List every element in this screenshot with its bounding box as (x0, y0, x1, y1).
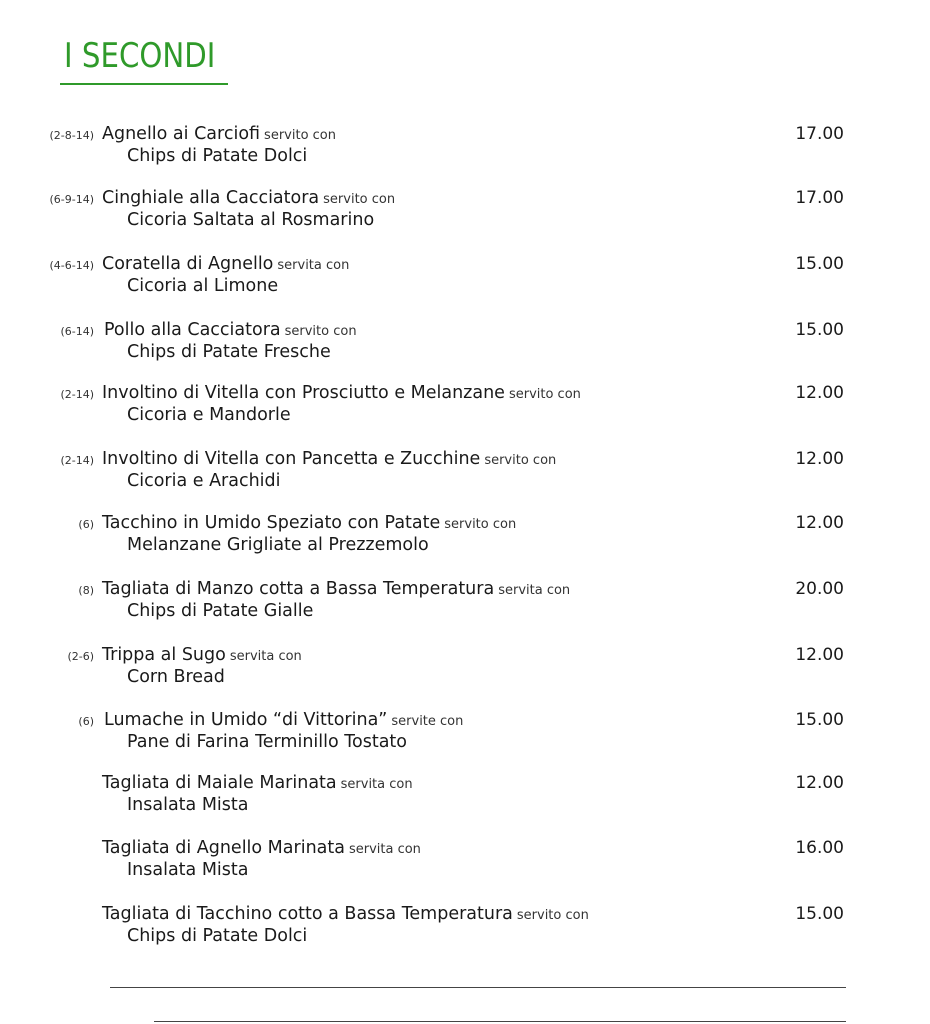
dish-name: Involtino di Vitella con Pancetta e Zucchine (102, 449, 481, 469)
dish-line (102, 773, 413, 793)
dish-line (102, 513, 516, 533)
menu-item (0, 188, 930, 238)
allergen-codes: (6) (78, 518, 94, 531)
served-with: servita con (277, 258, 350, 273)
dish-name: Tagliata di Agnello Marinata (102, 838, 345, 858)
dish-name: Tagliata di Manzo cotta a Bassa Temperatura (102, 579, 495, 599)
allergen-codes: (8) (78, 584, 94, 597)
side-dish: Chips di Patate Dolci (127, 926, 308, 946)
menu-item (0, 449, 930, 499)
menu-item (0, 773, 930, 823)
side-dish: Pane di Farina Terminillo Tostato (127, 732, 407, 752)
dish-line (102, 579, 570, 599)
dish-price: 15.00 (795, 710, 844, 730)
section-title: I SECONDI (64, 36, 216, 76)
side-dish: Chips di Patate Dolci (127, 146, 308, 166)
menu-item (0, 383, 930, 433)
dish-price: 15.00 (795, 254, 844, 274)
menu-item (0, 579, 930, 629)
side-dish: Insalata Mista (127, 795, 249, 815)
dish-name: Pollo alla Cacciatora (104, 320, 281, 340)
served-with: servita con (498, 583, 571, 598)
menu-item (0, 645, 930, 695)
dish-price: 20.00 (795, 579, 844, 599)
served-with: servito con (323, 192, 396, 207)
served-with: servito con (516, 908, 589, 923)
dish-line (104, 320, 357, 340)
title-underline (60, 83, 228, 85)
dish-name: Tagliata di Tacchino cotto a Bassa Temperatura (102, 904, 513, 924)
dish-price: 12.00 (795, 645, 844, 665)
dish-name: Coratella di Agnello (102, 254, 274, 274)
dish-line (104, 710, 463, 730)
dish-name: Cinghiale alla Cacciatora (102, 188, 320, 208)
served-with: servito con (264, 128, 336, 143)
menu-item (0, 254, 930, 304)
side-dish: Cicoria e Arachidi (127, 471, 281, 491)
dish-price: 17.00 (795, 188, 844, 208)
menu-item (0, 124, 930, 174)
side-dish: Corn Bread (127, 667, 225, 687)
dish-name: Trippa al Sugo (102, 645, 226, 665)
dish-price: 12.00 (795, 773, 844, 793)
dish-line (102, 383, 581, 403)
served-with: servita con (348, 842, 421, 857)
dish-line (102, 188, 395, 208)
dish-line (102, 838, 421, 858)
side-dish: Chips di Patate Fresche (127, 342, 331, 362)
dish-name: Agnello ai Carciofi (102, 124, 261, 144)
dish-price: 17.00 (795, 124, 844, 144)
allergen-codes: (2-8-14) (49, 129, 94, 142)
menu-item (0, 710, 930, 760)
menu-item (0, 838, 930, 888)
allergen-codes: (4-6-14) (49, 259, 94, 272)
served-with: servite con (391, 714, 464, 729)
dish-line (102, 645, 302, 665)
divider-line (110, 987, 846, 988)
divider-line (154, 1021, 846, 1022)
menu-item (0, 513, 930, 563)
allergen-codes: (2-14) (60, 388, 94, 401)
dish-price: 15.00 (795, 904, 844, 924)
served-with: servito con (444, 517, 517, 532)
dish-price: 12.00 (795, 513, 844, 533)
dish-name: Lumache in Umido “di Vittorina” (104, 710, 388, 730)
dish-price: 12.00 (795, 383, 844, 403)
dish-line (102, 254, 349, 274)
side-dish: Insalata Mista (127, 860, 249, 880)
dish-line (102, 124, 336, 144)
served-with: servito con (484, 453, 557, 468)
allergen-codes: (6) (78, 715, 94, 728)
served-with: servita con (229, 649, 302, 664)
allergen-codes: (2-6) (67, 650, 94, 663)
side-dish: Cicoria Saltata al Rosmarino (127, 210, 375, 230)
side-dish: Melanzane Grigliate al Prezzemolo (127, 535, 429, 555)
dish-price: 12.00 (795, 449, 844, 469)
served-with: servito con (508, 387, 581, 402)
side-dish: Chips di Patate Gialle (127, 601, 314, 621)
dish-name: Involtino di Vitella con Prosciutto e Melanzane (102, 383, 505, 403)
side-dish: Cicoria al Limone (127, 276, 279, 296)
dish-line (102, 904, 589, 924)
allergen-codes: (2-14) (60, 454, 94, 467)
dish-price: 16.00 (795, 838, 844, 858)
dish-price: 15.00 (795, 320, 844, 340)
dish-name: Tacchino in Umido Speziato con Patate (102, 513, 441, 533)
dish-name: Tagliata di Maiale Marinata (102, 773, 337, 793)
served-with: servita con (340, 777, 413, 792)
allergen-codes: (6-14) (60, 325, 94, 338)
menu-item (0, 320, 930, 370)
menu-item (0, 904, 930, 954)
dish-line (102, 449, 556, 469)
served-with: servito con (284, 324, 357, 339)
allergen-codes: (6-9-14) (49, 193, 94, 206)
side-dish: Cicoria e Mandorle (127, 405, 291, 425)
